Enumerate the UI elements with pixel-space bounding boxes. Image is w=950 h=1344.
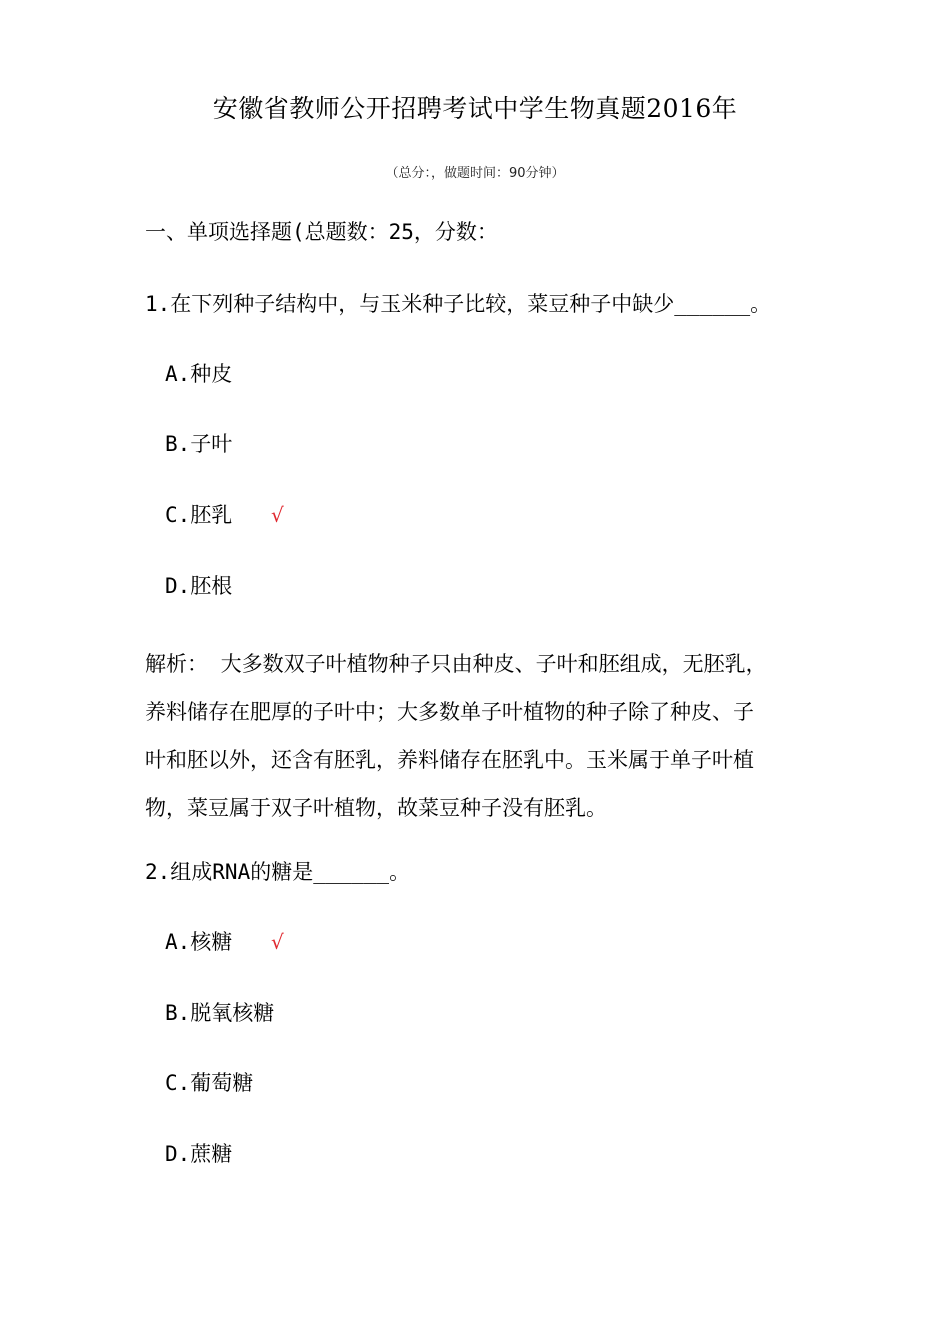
exam-info: （总分：，做题时间：90分钟）	[385, 166, 565, 181]
option-label: B.子叶	[165, 432, 233, 456]
question-2-stem: 2.组成RNA的糖是______。	[145, 860, 411, 884]
option-label: C.胚乳	[165, 503, 233, 527]
option-label: C.葡萄糖	[165, 1071, 254, 1095]
analysis-line: 养料储存在肥厚的子叶中；大多数单子叶植物的种子除了种皮、子	[145, 700, 754, 724]
question-2-option-c	[165, 1068, 253, 1098]
option-label: D.蔗糖	[165, 1142, 233, 1166]
option-label: B.脱氧核糖	[165, 1001, 275, 1025]
question-1-option-b	[165, 429, 232, 459]
question-1-analysis	[145, 640, 805, 832]
option-label: A.种皮	[165, 362, 233, 386]
question-2-option-a	[165, 927, 284, 957]
option-label: D.胚根	[165, 574, 233, 598]
question-2-option-d	[165, 1139, 232, 1169]
analysis-line: 叶和胚以外，还含有胚乳，养料储存在胚乳中。玉米属于单子叶植	[145, 748, 754, 772]
analysis-line: 物，菜豆属于双子叶植物，故菜豆种子没有胚乳。	[145, 796, 607, 820]
question-1-option-d	[165, 571, 232, 601]
question-1-option-a	[165, 359, 232, 389]
section-heading: 一、单项选择题(总题数：25，分数：	[145, 220, 498, 244]
question-2-option-b	[165, 998, 274, 1028]
option-label: A.核糖	[165, 930, 233, 954]
question-1-option-c	[165, 500, 284, 530]
correct-check-icon: √	[270, 930, 284, 954]
page-title: 安徽省教师公开招聘考试中学生物真题2016年	[212, 94, 738, 123]
question-1-stem: 1.在下列种子结构中，与玉米种子比较，菜豆种子中缺少______。	[145, 292, 772, 316]
analysis-line: 解析： 大多数双子叶植物种子只由种皮、子叶和胚组成，无胚乳，	[145, 652, 767, 676]
correct-check-icon: √	[270, 503, 284, 527]
